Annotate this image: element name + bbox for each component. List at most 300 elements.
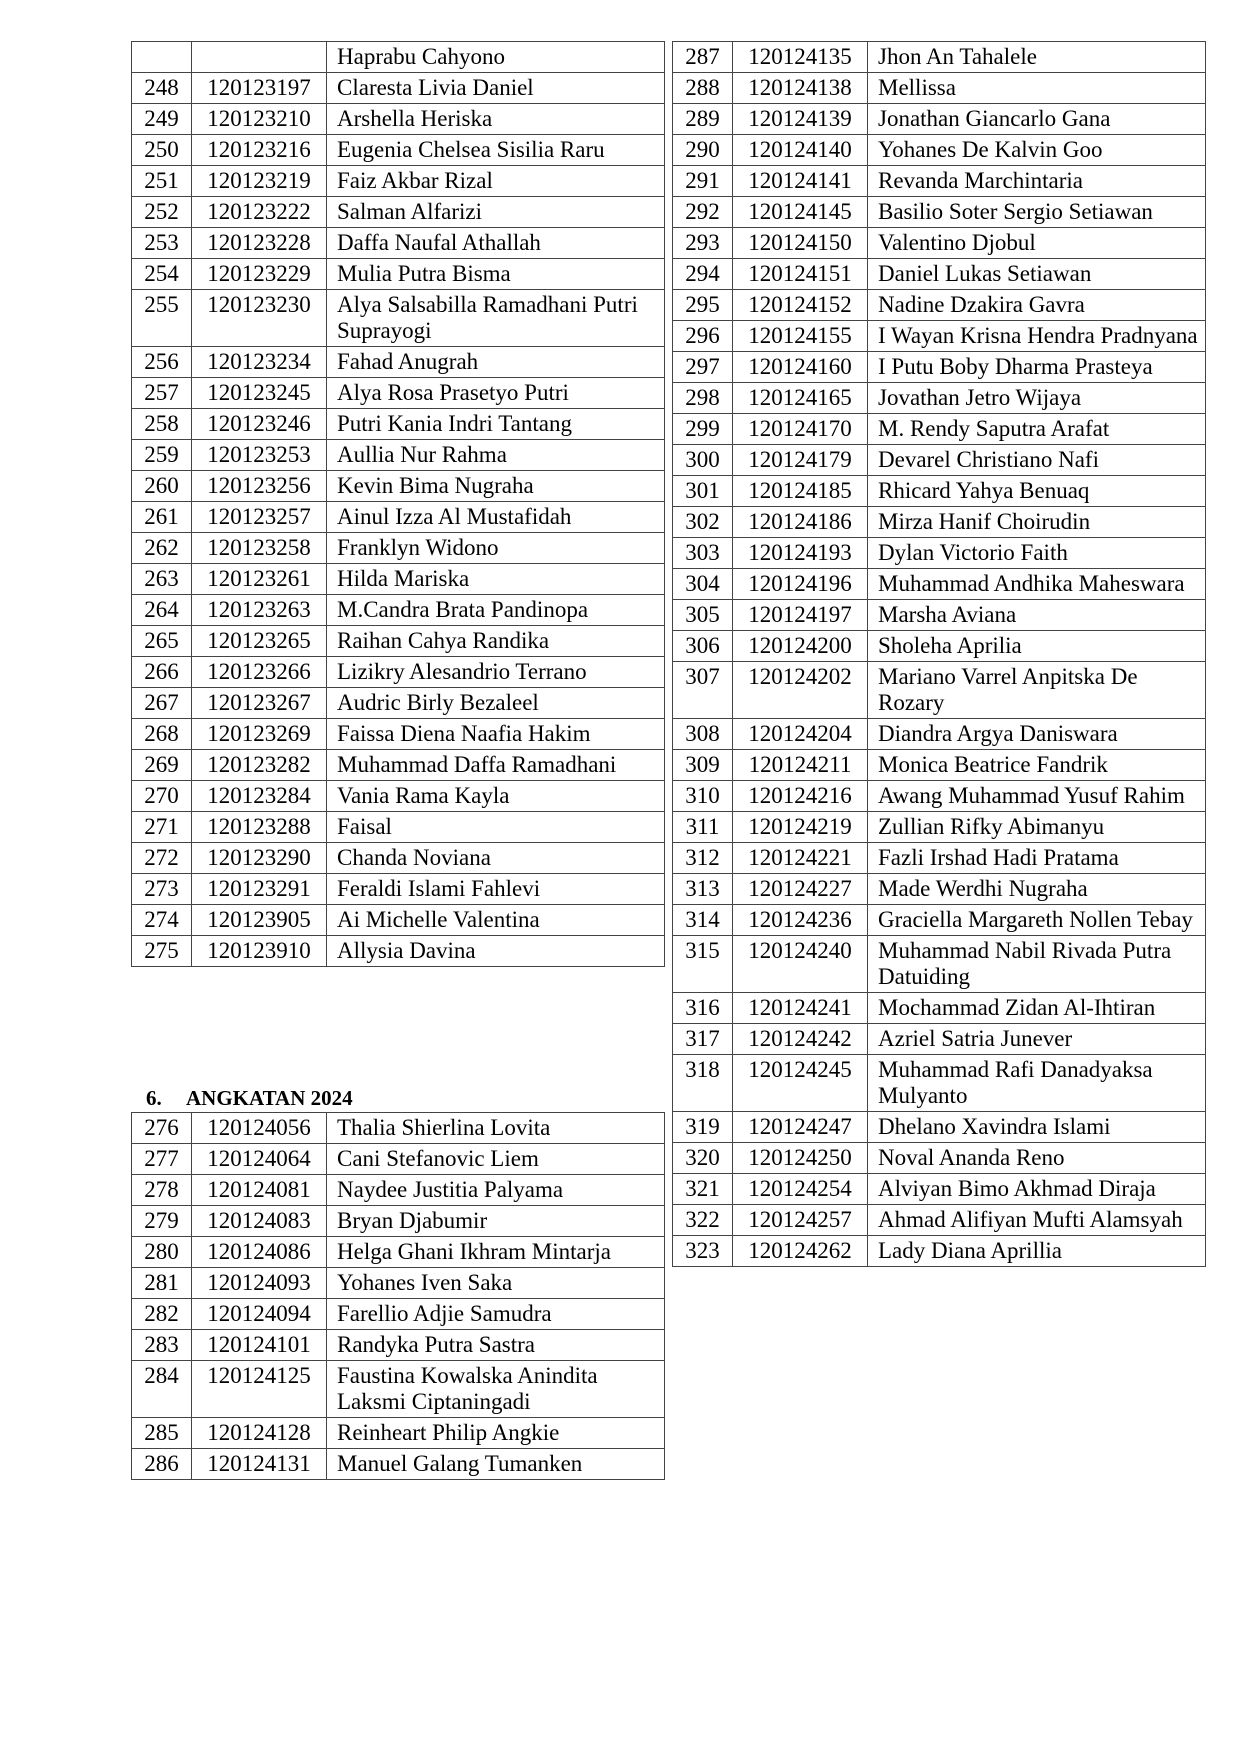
student-id: 120124081: [192, 1175, 327, 1206]
student-id: 120124202: [733, 662, 868, 719]
student-name: Faisal: [327, 812, 665, 843]
student-id: 120123230: [192, 290, 327, 347]
student-id: 120124138: [733, 73, 868, 104]
student-name: Franklyn Widono: [327, 533, 665, 564]
row-number: 309: [673, 750, 733, 781]
table-row: [132, 166, 665, 197]
student-id: 120124193: [733, 538, 868, 569]
row-number: 272: [132, 843, 192, 874]
student-table-2024: [131, 1112, 665, 1480]
student-id: 120123256: [192, 471, 327, 502]
table-row: [132, 626, 665, 657]
student-id: 120123905: [192, 905, 327, 936]
student-name: M. Rendy Saputra Arafat: [868, 414, 1206, 445]
student-name: Eugenia Chelsea Sisilia Raru: [327, 135, 665, 166]
student-id: 120123257: [192, 502, 327, 533]
student-name: Made Werdhi Nugraha: [868, 874, 1206, 905]
row-number: 300: [673, 445, 733, 476]
student-name: Ainul Izza Al Mustafidah: [327, 502, 665, 533]
row-number: 265: [132, 626, 192, 657]
row-number: 274: [132, 905, 192, 936]
table-row: [673, 993, 1206, 1024]
student-id: 120124227: [733, 874, 868, 905]
row-number: 277: [132, 1144, 192, 1175]
student-id: 120123261: [192, 564, 327, 595]
row-number: 292: [673, 197, 733, 228]
student-name: Salman Alfarizi: [327, 197, 665, 228]
student-id: 120124101: [192, 1330, 327, 1361]
table-row: [132, 378, 665, 409]
student-name: Farellio Adjie Samudra: [327, 1299, 665, 1330]
student-name: Putri Kania Indri Tantang: [327, 409, 665, 440]
table-row: [673, 228, 1206, 259]
student-name: Kevin Bima Nugraha: [327, 471, 665, 502]
table-row: [673, 1055, 1206, 1112]
student-id: 120124145: [733, 197, 868, 228]
student-name: Jhon An Tahalele: [868, 42, 1206, 73]
section-label: ANGKATAN 2024: [186, 1086, 353, 1110]
student-id: 120124200: [733, 631, 868, 662]
student-name: Vania Rama Kayla: [327, 781, 665, 812]
student-name: Helga Ghani Ikhram Mintarja: [327, 1237, 665, 1268]
student-id: 120124250: [733, 1143, 868, 1174]
student-id: 120124197: [733, 600, 868, 631]
student-name: Arshella Heriska: [327, 104, 665, 135]
student-id: 120123910: [192, 936, 327, 967]
table-row: [132, 228, 665, 259]
row-number: 248: [132, 73, 192, 104]
student-id: 120124160: [733, 352, 868, 383]
student-id: 120124179: [733, 445, 868, 476]
row-number: 321: [673, 1174, 733, 1205]
student-id: 120123222: [192, 197, 327, 228]
student-name: Chanda Noviana: [327, 843, 665, 874]
row-number: 286: [132, 1449, 192, 1480]
table-row: [673, 874, 1206, 905]
table-row: [673, 352, 1206, 383]
row-number: 257: [132, 378, 192, 409]
student-id: 120124131: [192, 1449, 327, 1480]
student-name: Jonathan Giancarlo Gana: [868, 104, 1206, 135]
student-id: 120124135: [733, 42, 868, 73]
row-number: 314: [673, 905, 733, 936]
student-id: 120124155: [733, 321, 868, 352]
table-row: [132, 502, 665, 533]
student-name: I Putu Boby Dharma Prasteya: [868, 352, 1206, 383]
row-number: 295: [673, 290, 733, 321]
row-number: 259: [132, 440, 192, 471]
student-name: Randyka Putra Sastra: [327, 1330, 665, 1361]
row-number: 271: [132, 812, 192, 843]
student-name: Mulia Putra Bisma: [327, 259, 665, 290]
student-name: Allysia Davina: [327, 936, 665, 967]
table-row: [673, 197, 1206, 228]
table-row: [673, 600, 1206, 631]
student-name: Faiz Akbar Rizal: [327, 166, 665, 197]
student-name: Ahmad Alifiyan Mufti Alamsyah: [868, 1205, 1206, 1236]
table-row: [132, 1268, 665, 1299]
student-id: 120124093: [192, 1268, 327, 1299]
row-number: 320: [673, 1143, 733, 1174]
student-id: 120123265: [192, 626, 327, 657]
table-row: [132, 688, 665, 719]
table-row: [673, 1174, 1206, 1205]
student-name: Alya Salsabilla Ramadhani Putri Suprayogi: [327, 290, 665, 347]
table-row: [132, 347, 665, 378]
student-id: 120124241: [733, 993, 868, 1024]
student-name: Ai Michelle Valentina: [327, 905, 665, 936]
student-name: Devarel Christiano Nafi: [868, 445, 1206, 476]
table-row: [132, 657, 665, 688]
table-row: [132, 440, 665, 471]
row-number: 307: [673, 662, 733, 719]
row-number: 263: [132, 564, 192, 595]
student-name: Dylan Victorio Faith: [868, 538, 1206, 569]
row-number: 276: [132, 1113, 192, 1144]
row-number: 260: [132, 471, 192, 502]
row-number: 253: [132, 228, 192, 259]
table-row: [673, 1205, 1206, 1236]
student-id: 120124216: [733, 781, 868, 812]
student-table-right: [672, 41, 1206, 1267]
row-number: [132, 42, 192, 73]
student-id: 120124196: [733, 569, 868, 600]
table-row: [673, 812, 1206, 843]
table-row: [673, 936, 1206, 993]
student-name: Graciella Margareth Nollen Tebay: [868, 905, 1206, 936]
row-number: 281: [132, 1268, 192, 1299]
student-name: Fahad Anugrah: [327, 347, 665, 378]
student-id: 120124240: [733, 936, 868, 993]
student-name: Haprabu Cahyono: [327, 42, 665, 73]
student-id: 120123229: [192, 259, 327, 290]
row-number: 275: [132, 936, 192, 967]
student-id: 120124152: [733, 290, 868, 321]
row-number: 285: [132, 1418, 192, 1449]
student-name: Manuel Galang Tumanken: [327, 1449, 665, 1480]
student-name: Mirza Hanif Choirudin: [868, 507, 1206, 538]
table-row: [132, 1237, 665, 1268]
row-number: 311: [673, 812, 733, 843]
student-id: 120123246: [192, 409, 327, 440]
table-row: [132, 259, 665, 290]
table-row: [673, 843, 1206, 874]
row-number: 297: [673, 352, 733, 383]
table-row: [673, 1112, 1206, 1143]
student-id: 120124185: [733, 476, 868, 507]
row-number: 304: [673, 569, 733, 600]
student-name: Valentino Djobul: [868, 228, 1206, 259]
student-name: Yohanes Iven Saka: [327, 1268, 665, 1299]
student-name: Aullia Nur Rahma: [327, 440, 665, 471]
table-row: [132, 564, 665, 595]
table-row: [132, 42, 665, 73]
table-row: [673, 259, 1206, 290]
row-number: 280: [132, 1237, 192, 1268]
student-id: 120124086: [192, 1237, 327, 1268]
student-name: Rhicard Yahya Benuaq: [868, 476, 1206, 507]
student-name: Alviyan Bimo Akhmad Diraja: [868, 1174, 1206, 1205]
table-row: [132, 781, 665, 812]
table-row: [132, 595, 665, 626]
table-row: [673, 507, 1206, 538]
student-name: M.Candra Brata Pandinopa: [327, 595, 665, 626]
table-row: [673, 719, 1206, 750]
student-name: Muhammad Rafi Danadyaksa Mulyanto: [868, 1055, 1206, 1112]
student-name: Lizikry Alesandrio Terrano: [327, 657, 665, 688]
row-number: 283: [132, 1330, 192, 1361]
table-row: [673, 1236, 1206, 1267]
section-number: 6.: [146, 1086, 162, 1110]
student-id: 120124170: [733, 414, 868, 445]
row-number: 317: [673, 1024, 733, 1055]
student-id: 120124056: [192, 1113, 327, 1144]
table-row: [673, 750, 1206, 781]
row-number: 298: [673, 383, 733, 414]
student-id: 120123234: [192, 347, 327, 378]
row-number: 293: [673, 228, 733, 259]
table-row: [673, 476, 1206, 507]
row-number: 279: [132, 1206, 192, 1237]
student-id: 120124064: [192, 1144, 327, 1175]
table-row: [673, 414, 1206, 445]
row-number: 256: [132, 347, 192, 378]
student-name: Mochammad Zidan Al-Ihtiran: [868, 993, 1206, 1024]
table-row: [132, 905, 665, 936]
table-row: [673, 781, 1206, 812]
row-number: 287: [673, 42, 733, 73]
row-number: 255: [132, 290, 192, 347]
student-id: 120123219: [192, 166, 327, 197]
student-name: Muhammad Daffa Ramadhani: [327, 750, 665, 781]
row-number: 303: [673, 538, 733, 569]
row-number: 278: [132, 1175, 192, 1206]
student-id: 120124139: [733, 104, 868, 135]
row-number: 267: [132, 688, 192, 719]
student-name: I Wayan Krisna Hendra Pradnyana: [868, 321, 1206, 352]
row-number: 294: [673, 259, 733, 290]
row-number: 299: [673, 414, 733, 445]
table-row: [132, 290, 665, 347]
row-number: 288: [673, 73, 733, 104]
student-name: Claresta Livia Daniel: [327, 73, 665, 104]
row-number: 270: [132, 781, 192, 812]
student-name: Feraldi Islami Fahlevi: [327, 874, 665, 905]
student-name: Mellissa: [868, 73, 1206, 104]
student-name: Audric Birly Bezaleel: [327, 688, 665, 719]
student-id: 120124094: [192, 1299, 327, 1330]
row-number: 266: [132, 657, 192, 688]
student-id: 120124128: [192, 1418, 327, 1449]
student-name: Fazli Irshad Hadi Pratama: [868, 843, 1206, 874]
table-row: [673, 166, 1206, 197]
student-name: Naydee Justitia Palyama: [327, 1175, 665, 1206]
student-name: Hilda Mariska: [327, 564, 665, 595]
row-number: 308: [673, 719, 733, 750]
student-name: Jovathan Jetro Wijaya: [868, 383, 1206, 414]
student-name: Cani Stefanovic Liem: [327, 1144, 665, 1175]
student-id: 120123284: [192, 781, 327, 812]
row-number: 323: [673, 1236, 733, 1267]
table-row: [673, 135, 1206, 166]
row-number: 282: [132, 1299, 192, 1330]
student-name: Marsha Aviana: [868, 600, 1206, 631]
student-id: 120123290: [192, 843, 327, 874]
row-number: 264: [132, 595, 192, 626]
row-number: 313: [673, 874, 733, 905]
table-row: [132, 1175, 665, 1206]
row-number: 306: [673, 631, 733, 662]
row-number: 312: [673, 843, 733, 874]
student-name: Revanda Marchintaria: [868, 166, 1206, 197]
table-row: [132, 812, 665, 843]
table-row: [132, 1206, 665, 1237]
student-id: 120123267: [192, 688, 327, 719]
row-number: 322: [673, 1205, 733, 1236]
student-id: 120124257: [733, 1205, 868, 1236]
student-name: Bryan Djabumir: [327, 1206, 665, 1237]
student-name: Raihan Cahya Randika: [327, 626, 665, 657]
student-id: 120124151: [733, 259, 868, 290]
row-number: 305: [673, 600, 733, 631]
table-row: [132, 1361, 665, 1418]
student-id: 120123197: [192, 73, 327, 104]
student-name: Diandra Argya Daniswara: [868, 719, 1206, 750]
student-id: 120124254: [733, 1174, 868, 1205]
table-row: [132, 1418, 665, 1449]
row-number: 249: [132, 104, 192, 135]
row-number: 302: [673, 507, 733, 538]
student-name: Daffa Naufal Athallah: [327, 228, 665, 259]
student-id: 120124125: [192, 1361, 327, 1418]
table-row: [132, 1299, 665, 1330]
table-row: [673, 383, 1206, 414]
table-row: [673, 290, 1206, 321]
student-name: Reinheart Philip Angkie: [327, 1418, 665, 1449]
row-number: 250: [132, 135, 192, 166]
table-row: [132, 533, 665, 564]
row-number: 301: [673, 476, 733, 507]
student-name: Muhammad Nabil Rivada Putra Datuiding: [868, 936, 1206, 993]
row-number: 284: [132, 1361, 192, 1418]
student-name: Dhelano Xavindra Islami: [868, 1112, 1206, 1143]
row-number: 261: [132, 502, 192, 533]
row-number: 268: [132, 719, 192, 750]
row-number: 319: [673, 1112, 733, 1143]
student-id: 120124211: [733, 750, 868, 781]
row-number: 316: [673, 993, 733, 1024]
table-row: [673, 1143, 1206, 1174]
student-name: Lady Diana Aprillia: [868, 1236, 1206, 1267]
student-id: 120124242: [733, 1024, 868, 1055]
student-id: 120123288: [192, 812, 327, 843]
student-id: 120124204: [733, 719, 868, 750]
row-number: 252: [132, 197, 192, 228]
student-id: 120123228: [192, 228, 327, 259]
row-number: 273: [132, 874, 192, 905]
row-number: 296: [673, 321, 733, 352]
student-name: Mariano Varrel Anpitska De Rozary: [868, 662, 1206, 719]
table-row: [673, 321, 1206, 352]
student-id: 120123282: [192, 750, 327, 781]
row-number: 290: [673, 135, 733, 166]
student-name: Alya Rosa Prasetyo Putri: [327, 378, 665, 409]
student-table-left: [131, 41, 665, 967]
student-id: 120124221: [733, 843, 868, 874]
table-row: [673, 42, 1206, 73]
section-heading: [146, 1086, 353, 1110]
student-id: 120123245: [192, 378, 327, 409]
student-id: [192, 42, 327, 73]
student-name: Muhammad Andhika Maheswara: [868, 569, 1206, 600]
row-number: 310: [673, 781, 733, 812]
table-row: [673, 445, 1206, 476]
table-row: [132, 197, 665, 228]
student-id: 120123258: [192, 533, 327, 564]
student-name: Basilio Soter Sergio Setiawan: [868, 197, 1206, 228]
student-name: Sholeha Aprilia: [868, 631, 1206, 662]
table-row: [132, 936, 665, 967]
student-id: 120124083: [192, 1206, 327, 1237]
row-number: 269: [132, 750, 192, 781]
student-name: Daniel Lukas Setiawan: [868, 259, 1206, 290]
student-id: 120124140: [733, 135, 868, 166]
student-id: 120123210: [192, 104, 327, 135]
table-row: [673, 569, 1206, 600]
row-number: 262: [132, 533, 192, 564]
table-row: [132, 135, 665, 166]
row-number: 251: [132, 166, 192, 197]
table-row: [673, 662, 1206, 719]
student-name: Nadine Dzakira Gavra: [868, 290, 1206, 321]
table-row: [132, 1449, 665, 1480]
row-number: 315: [673, 936, 733, 993]
table-row: [132, 104, 665, 135]
table-row: [673, 73, 1206, 104]
student-name: Monica Beatrice Fandrik: [868, 750, 1206, 781]
student-id: 120123266: [192, 657, 327, 688]
table-row: [673, 1024, 1206, 1055]
student-id: 120123263: [192, 595, 327, 626]
student-name: Yohanes De Kalvin Goo: [868, 135, 1206, 166]
table-row: [132, 409, 665, 440]
student-name: Faissa Diena Naafia Hakim: [327, 719, 665, 750]
row-number: 258: [132, 409, 192, 440]
student-name: Noval Ananda Reno: [868, 1143, 1206, 1174]
table-row: [132, 1144, 665, 1175]
student-id: 120123291: [192, 874, 327, 905]
table-row: [132, 750, 665, 781]
row-number: 291: [673, 166, 733, 197]
table-row: [132, 73, 665, 104]
table-row: [673, 538, 1206, 569]
table-row: [673, 104, 1206, 135]
table-row: [673, 905, 1206, 936]
table-row: [673, 631, 1206, 662]
student-id: 120123253: [192, 440, 327, 471]
row-number: 289: [673, 104, 733, 135]
student-id: 120123216: [192, 135, 327, 166]
student-id: 120124247: [733, 1112, 868, 1143]
student-id: 120124165: [733, 383, 868, 414]
student-name: Zullian Rifky Abimanyu: [868, 812, 1206, 843]
student-name: Awang Muhammad Yusuf Rahim: [868, 781, 1206, 812]
table-row: [132, 719, 665, 750]
table-row: [132, 471, 665, 502]
table-row: [132, 1330, 665, 1361]
student-id: 120124262: [733, 1236, 868, 1267]
student-id: 120124186: [733, 507, 868, 538]
